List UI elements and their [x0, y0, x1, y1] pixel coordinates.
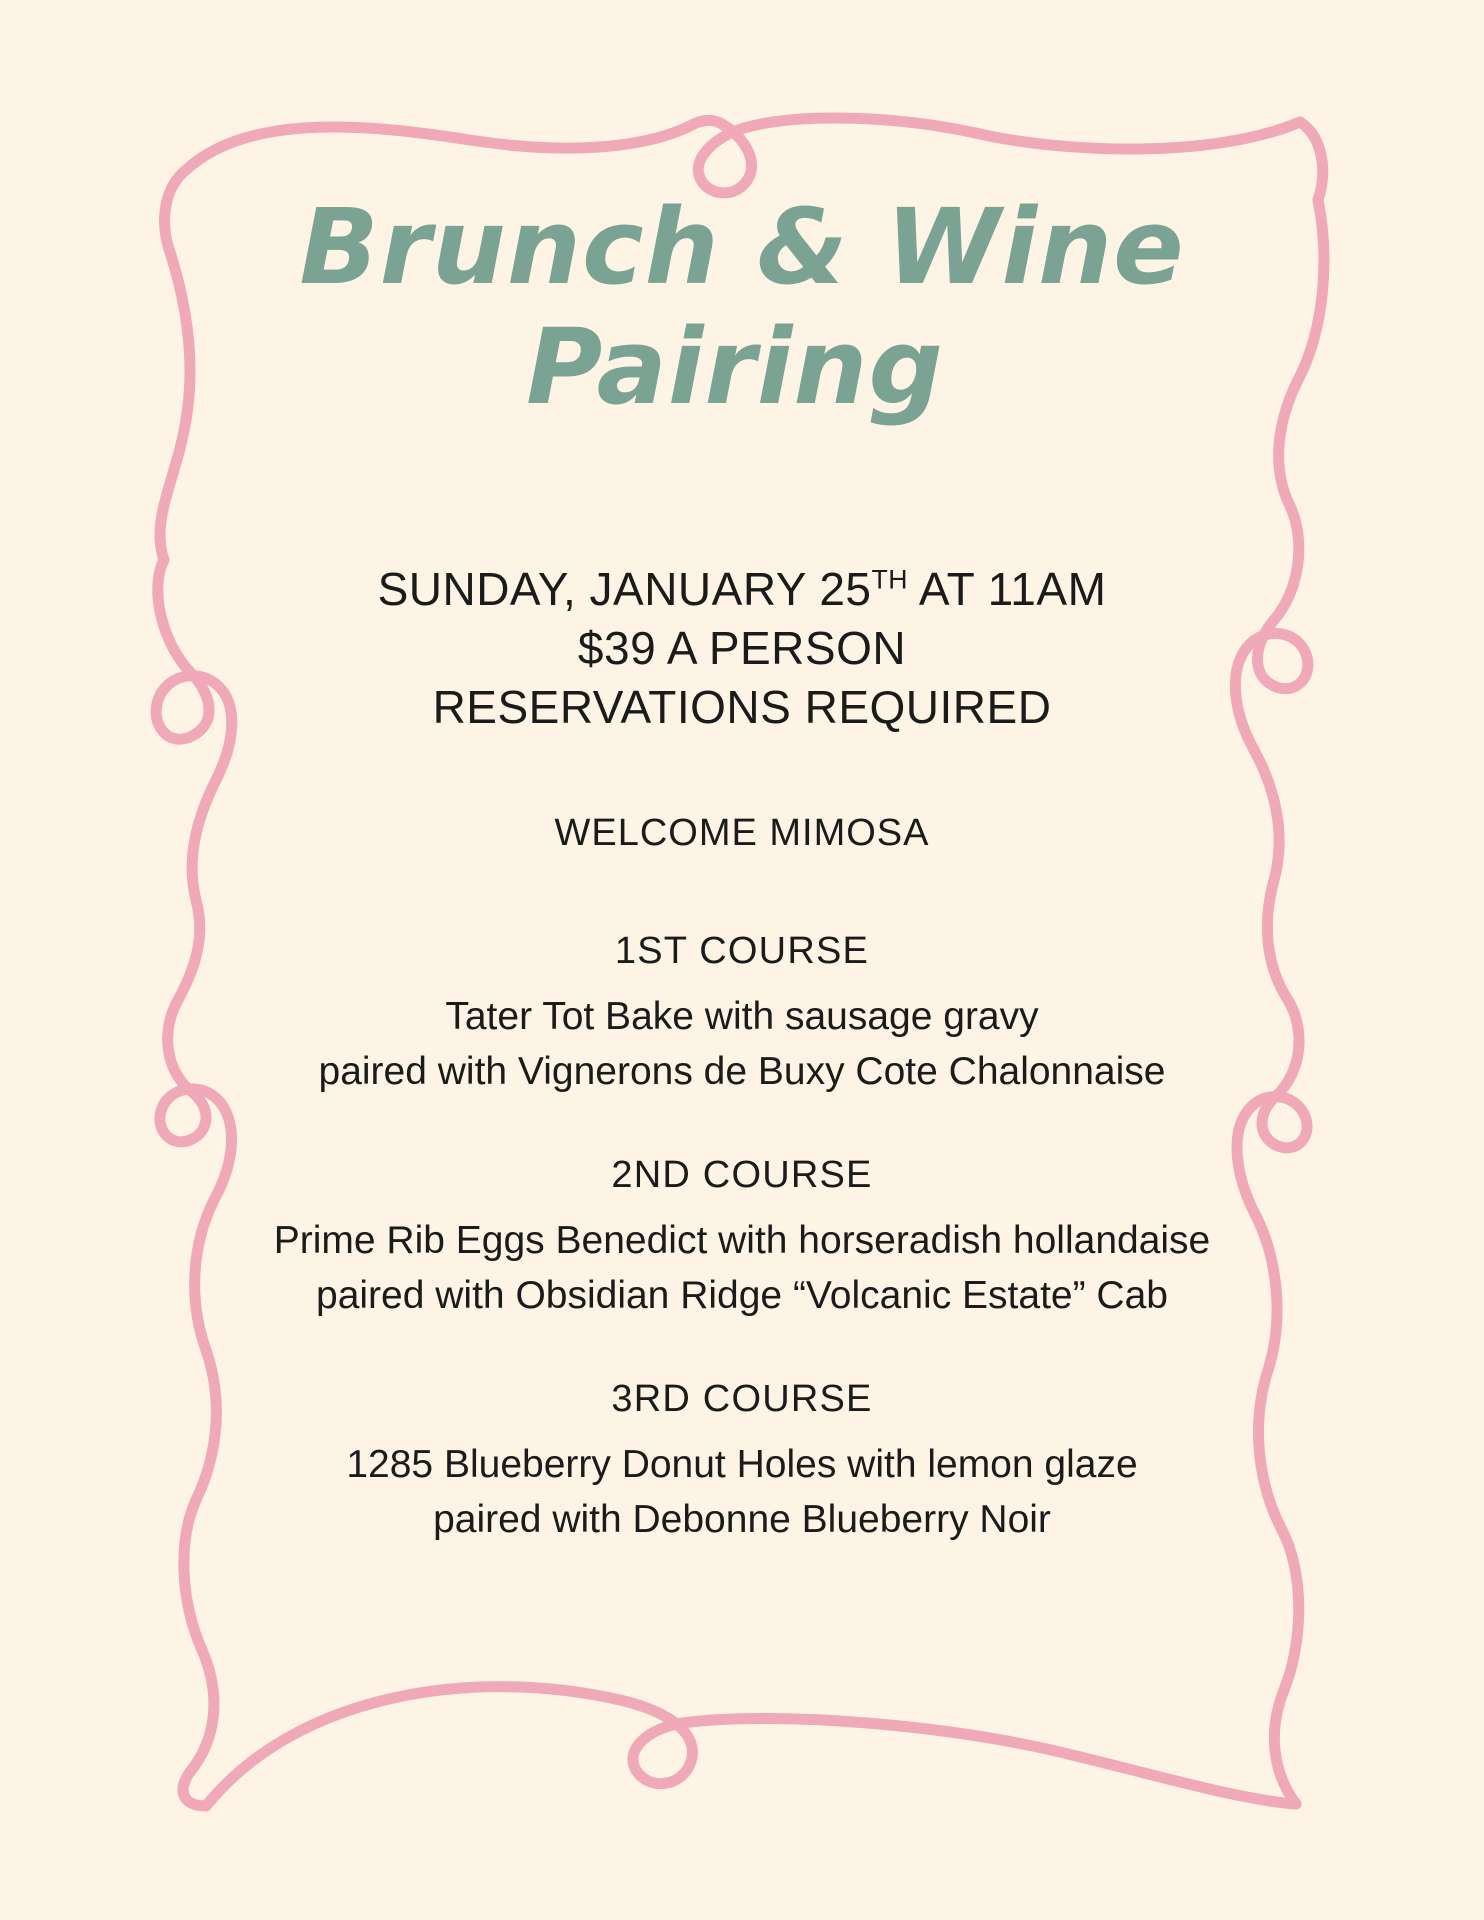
course-dish: 1285 Blueberry Donut Holes with lemon glaze: [346, 1442, 1138, 1486]
event-date-suffix: AT 11AM: [908, 563, 1107, 615]
course-list: [180, 930, 1304, 1601]
event-date: [180, 560, 1304, 619]
course-heading: 1ST COURSE: [614, 930, 870, 972]
flyer-content: [180, 0, 1304, 1920]
welcome-drink: WELCOME MIMOSA: [554, 812, 930, 854]
course-heading: 2ND COURSE: [611, 1153, 873, 1196]
course-dish: Prime Rib Eggs Benedict with horseradish hollandaise: [273, 1218, 1211, 1262]
course-item: [180, 930, 1304, 1100]
course-dish: Tater Tot Bake with sausage gravy: [445, 995, 1039, 1038]
course-item: [180, 1378, 1304, 1548]
event-details: [180, 560, 1304, 737]
event-price: $39 A PERSON: [577, 621, 907, 674]
course-heading: 3RD COURSE: [611, 1377, 873, 1420]
course-pairing: paired with Vignerons de Buxy Cote Chalonnaise: [318, 1050, 1166, 1094]
flyer-title: [180, 186, 1304, 428]
course-item: [180, 1154, 1304, 1324]
event-date-ordinal: TH: [871, 564, 909, 595]
title-line-2: Pairing: [526, 306, 944, 428]
course-pairing: paired with Obsidian Ridge “Volcanic Estate” Cab: [316, 1274, 1168, 1318]
event-reservations-note: RESERVATIONS REQUIRED: [432, 680, 1052, 733]
title-line-1: Brunch & Wine: [299, 186, 1185, 308]
event-date-prefix: SUNDAY, JANUARY 25: [377, 563, 872, 615]
course-pairing: paired with Debonne Blueberry Noir: [433, 1497, 1051, 1541]
